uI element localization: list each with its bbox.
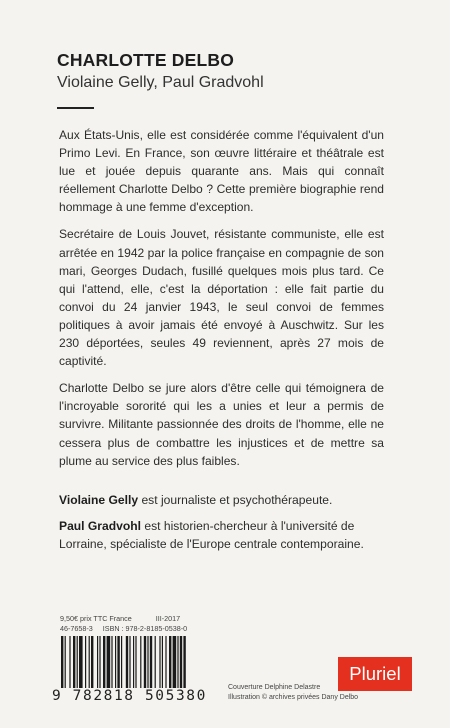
barcode-number: 9 782818 505380 <box>52 688 207 704</box>
isbn: ISBN : 978-2-8185-0538-0 <box>102 624 188 633</box>
book-title: CHARLOTTE DELBO <box>57 50 235 70</box>
blurb-paragraph-2: Secrétaire de Louis Jouvet, résistante communiste, elle est arrêtée en 1942 par la police française en compagnie de son mari, Georges Dudach, fusillé quelques mois plus tard. Ce qui l'attend, elle, c'est la déportation : elle fait partie du convoi du 24 janvier 1943, le seul convoi de femmes politiques à avoir jamais été envoyé à Auschwitz. Sur les 230 déportées, seules 49 reviennent, après 27 mois de captivité. <box>59 227 384 369</box>
blurb-paragraph-1: Aux États-Unis, elle est considérée comme l'équivalent d'un Primo Levi. En France, son œuvre littéraire et théâtrale est lue et jouée depuis quarante ans. Mais qui connaît réellement Charlotte Delbo ? Cette première biographie rend hommage à une femme d'exception. <box>59 128 384 215</box>
barcode <box>59 636 225 694</box>
author-bios <box>59 491 384 561</box>
print-date: III-2017 <box>155 614 181 623</box>
price: 9,50€ prix TTC France <box>60 614 132 623</box>
price-and-isbn <box>60 614 187 634</box>
author-name-1: Violaine Gelly <box>59 493 139 507</box>
blurb <box>59 126 384 479</box>
author-bio-1 <box>59 491 384 509</box>
blurb-paragraph-3: Charlotte Delbo se jure alors d'être celle qui témoignera de l'incroyable sororité qui les a unies et leur a permis de survivre. Militante passionnée des droits de l'homme, elle ne cessera plus de combattre les injustices et de mettre sa plume au service des plus faibles. <box>59 381 384 468</box>
author-bio-2 <box>59 517 384 553</box>
title-divider <box>57 107 94 109</box>
cover-credit: Couverture Delphine Delastre <box>228 684 321 691</box>
author-bio-text-1: est journaliste et psychothérapeute. <box>138 493 333 507</box>
author-bio-text-2: est historien-chercheur à l'université de Lorraine, spécialiste de l'Europe centrale contemporaine. <box>59 519 364 551</box>
illustration-credit: Illustration © archives privées Dany Delbo <box>228 693 359 701</box>
book-authors: Violaine Gelly, Paul Gradvohl <box>57 74 264 91</box>
publisher-logo: Pluriel <box>338 657 412 691</box>
author-name-2: Paul Gradvohl <box>59 519 141 533</box>
product-code: 46-7658-3 <box>60 624 93 633</box>
